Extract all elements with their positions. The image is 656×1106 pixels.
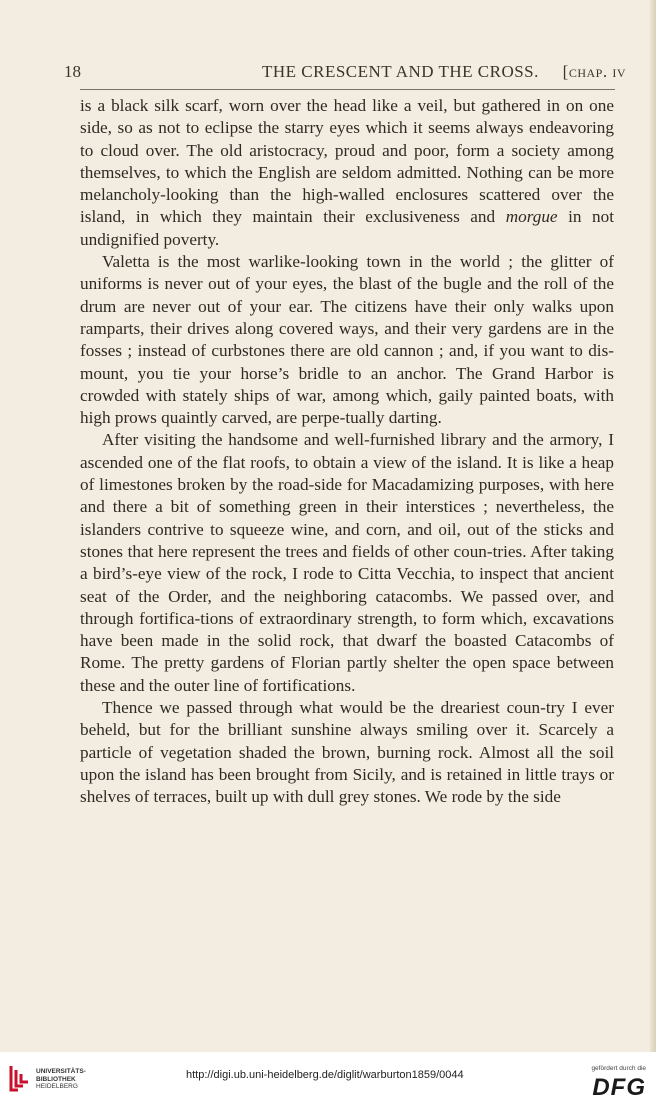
- library-line-3: HEIDELBERG: [36, 1083, 78, 1090]
- paragraph-1: is a black silk scarf, worn over the head like a veil, but gathered in on one side, so as not to eclipse the starry eyes which it seems always endeavoring to cloud over. The old aristocracy, proud and poor, form a society among themselves, to which the English are seldom admitted. Nothing can be more melancholy-looking than the high-walled enclosures scattered over the island, in which they maintain their exclusiveness and morgue in not undignified poverty.: [80, 96, 614, 249]
- header-rule: [80, 89, 615, 90]
- library-line-1: UNIVERSITÄTS-: [36, 1068, 86, 1075]
- italic-word: morgue: [505, 207, 558, 227]
- paragraph-3: After visiting the handsome and well-furnished library and the armory, I ascended one of the flat roofs, to obtain a view of the island. It is like a heap of limestones broken by the road-side for Macadamizing purposes, with here and there a bit of something green in their interstices ; nevertheless, the islanders contrive to squeeze wine, and corn, and oil, out of the sticks and stones that here represent the trees and fields of other coun-tries. After taking a bird’s-eye view of the rock, I rode to Citta Vecchia, to inspect that ancient seat of the Order, and the neighboring catacombs. We passed over, and through fortifica-tions of extraordinary strength, to form which, excavations have been made in the solid rock, that dwarf the boasted Catacombs of Rome. The pretty gardens of Florian partly shelter the open space between these and the outer line of fortifications.: [80, 430, 614, 695]
- chapter-label: [chap. iv: [562, 62, 626, 81]
- funding-note: gefördert durch die: [591, 1065, 646, 1072]
- running-title: THE CRESCENT AND THE CROSS.: [262, 62, 539, 81]
- university-library-logo-icon: [8, 1064, 32, 1094]
- page-number: 18: [64, 62, 81, 81]
- page-edge: [650, 0, 656, 1052]
- dfg-logo: DFG: [592, 1074, 646, 1101]
- paragraph-2: Valetta is the most warlike-looking town in the world ; the glitter of uniforms is never out of your eyes, the blast of the bugle and the roll of the drum are never out of your ear. The citizens have their only walks upon ramparts, their drives along covered ways, and their very gardens are in the fosses ; instead of curbstones there are old cannon ; and, if you want to dis-mount, you tie your horse’s bridle to an anchor. The Grand Harbor is crowded with stately ships of war, among which, gaily painted boats, with high prows quaintly carved, are perpe-tually darting.: [80, 252, 614, 428]
- viewer-footer: [0, 1052, 656, 1106]
- body-text: [80, 95, 614, 809]
- paragraph-4: Thence we passed through what would be the dreariest coun-try I ever beheld, but for the brilliant sunshine always smiling over it. Scarcely a particle of vegetation shaded the brown, burning rock. Almost all the soil upon the island has been brought from Sicily, and is retained in little trays or shelves of terraces, built up with dull grey stones. We rode by the side: [80, 698, 614, 807]
- running-head: [64, 60, 626, 84]
- library-name: [36, 1068, 86, 1091]
- library-line-2: BIBLIOTHEK: [36, 1075, 76, 1083]
- permalink-url[interactable]: http://digi.ub.uni-heidelberg.de/diglit/warburton1859/0044: [186, 1069, 464, 1081]
